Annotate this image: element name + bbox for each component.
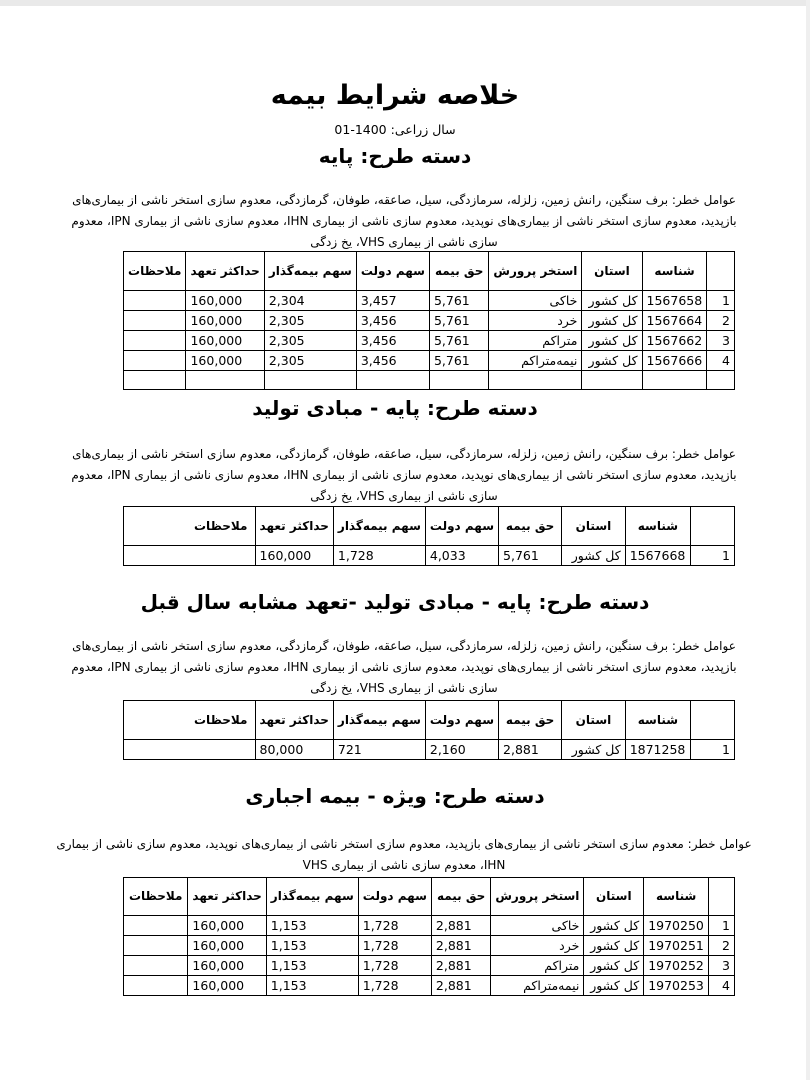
header-province: استان <box>562 507 625 546</box>
row-number: 1 <box>691 740 735 760</box>
header-max-coverage: حداکثر تعهد <box>186 252 264 291</box>
header-blank <box>707 252 735 291</box>
row-max-coverage: 160,000 <box>188 936 266 956</box>
section-title-basic-production: دسته طرح: پایه - مبادی تولید <box>252 396 538 420</box>
row-number: 2 <box>709 936 735 956</box>
table-mandatory <box>123 877 735 996</box>
row-pool: خاکی <box>491 916 584 936</box>
row-id: 1970251 <box>644 936 709 956</box>
header-id: شناسه <box>644 878 709 916</box>
table-row <box>124 351 735 371</box>
row-province: کل کشور <box>562 546 625 566</box>
header-pool: استخر پرورش <box>491 878 584 916</box>
header-gov-share: سهم دولت <box>358 878 431 916</box>
header-gov-share: سهم دولت <box>425 701 498 740</box>
row-number: 2 <box>707 311 735 331</box>
row-premium: 2,881 <box>431 956 490 976</box>
row-id: 1567664 <box>642 311 707 331</box>
table-header-row <box>124 507 735 546</box>
row-province: کل کشور <box>562 740 625 760</box>
row-premium: 5,761 <box>499 546 562 566</box>
row-gov-share: 2,160 <box>425 740 498 760</box>
header-premium: حق بیمه <box>499 507 562 546</box>
row-id: 1871258 <box>625 740 690 760</box>
section-title-mandatory: دسته طرح: ویژه - بیمه اجباری <box>245 784 545 808</box>
crop-year-line: سال زراعی: 1400-01 <box>334 122 456 137</box>
row-max-coverage: 160,000 <box>255 546 333 566</box>
header-insured-share: سهم بیمه‌گذار <box>266 878 358 916</box>
table-row <box>124 546 735 566</box>
row-max-coverage: 160,000 <box>188 956 266 976</box>
table-header-row <box>124 252 735 291</box>
row-pool: خرد <box>489 311 582 331</box>
table-header-row <box>124 878 735 916</box>
header-province: استان <box>582 252 642 291</box>
row-gov-share: 3,456 <box>356 331 429 351</box>
header-pool: استخر پرورش <box>489 252 582 291</box>
row-pool: متراکم <box>491 956 584 976</box>
table-row <box>124 976 735 996</box>
row-notes <box>124 291 186 311</box>
row-id: 1567658 <box>642 291 707 311</box>
row-number: 1 <box>709 916 735 936</box>
header-premium: حق بیمه <box>499 701 562 740</box>
header-max-coverage: حداکثر تعهد <box>255 701 333 740</box>
header-premium: حق بیمه <box>429 252 488 291</box>
table-row <box>124 331 735 351</box>
table-basic <box>123 251 735 390</box>
hazards-text-basic: عوامل خطر: برف سنگین، رانش زمین، زلزله، سرمازدگی، سیل، صاعقه، طوفان، گرمازدگی، معدوم سازی استخر ناشی از بیماری‌های بازپدید، معدوم سازی استخر ناشی از بیماری‌های نوپدید، معدوم سازی ناشی از بیماری IHN، معدوم سازی ناشی از بیماری IPN، معدوم سازی ناشی از بیماری VHS، یخ زدگی <box>71 193 737 249</box>
table-row <box>124 311 735 331</box>
row-insured-share: 1,153 <box>266 916 358 936</box>
header-max-coverage: حداکثر تعهد <box>255 507 333 546</box>
row-insured-share: 721 <box>333 740 425 760</box>
header-insured-share: سهم بیمه‌گذار <box>333 507 425 546</box>
row-max-coverage: 80,000 <box>255 740 333 760</box>
row-premium: 5,761 <box>429 351 488 371</box>
section-title-basic: دسته طرح: پایه <box>318 144 472 168</box>
row-notes <box>124 351 186 371</box>
header-notes: ملاحظات <box>124 507 256 546</box>
row-insured-share: 2,304 <box>264 291 356 311</box>
row-number: 3 <box>707 331 735 351</box>
row-max-coverage: 160,000 <box>188 916 266 936</box>
header-blank <box>691 507 735 546</box>
row-premium: 5,761 <box>429 331 488 351</box>
row-notes <box>124 916 188 936</box>
header-premium: حق بیمه <box>431 878 490 916</box>
row-province: کل کشور <box>582 351 642 371</box>
header-notes: ملاحظات <box>124 701 256 740</box>
row-id: 1970250 <box>644 916 709 936</box>
row-gov-share: 1,728 <box>358 976 431 996</box>
row-premium: 2,881 <box>499 740 562 760</box>
row-notes <box>124 311 186 331</box>
row-number: 1 <box>707 291 735 311</box>
row-notes <box>124 331 186 351</box>
row-gov-share: 3,456 <box>356 351 429 371</box>
row-province: کل کشور <box>584 976 644 996</box>
row-premium: 2,881 <box>431 916 490 936</box>
row-province: کل کشور <box>584 936 644 956</box>
table-row <box>124 916 735 936</box>
row-id: 1567662 <box>642 331 707 351</box>
table-empty-row <box>124 371 735 390</box>
row-pool: خاکی <box>489 291 582 311</box>
header-id: شناسه <box>625 701 690 740</box>
row-notes <box>124 936 188 956</box>
row-max-coverage: 160,000 <box>186 351 264 371</box>
row-premium: 5,761 <box>429 311 488 331</box>
row-number: 3 <box>709 956 735 976</box>
header-id: شناسه <box>642 252 707 291</box>
header-max-coverage: حداکثر تعهد <box>188 878 266 916</box>
row-insured-share: 1,153 <box>266 976 358 996</box>
row-gov-share: 1,728 <box>358 956 431 976</box>
table-row <box>124 936 735 956</box>
row-pool: متراکم <box>489 331 582 351</box>
row-gov-share: 1,728 <box>358 936 431 956</box>
header-blank <box>691 701 735 740</box>
table-header-row <box>124 701 735 740</box>
row-notes <box>124 740 256 760</box>
table-basic-production <box>123 506 735 566</box>
header-province: استان <box>584 878 644 916</box>
row-gov-share: 3,457 <box>356 291 429 311</box>
row-gov-share: 3,456 <box>356 311 429 331</box>
header-insured-share: سهم بیمه‌گذار <box>264 252 356 291</box>
row-premium: 2,881 <box>431 976 490 996</box>
page-right-edge <box>806 0 810 1080</box>
row-number: 4 <box>709 976 735 996</box>
header-notes: ملاحظات <box>124 252 186 291</box>
row-gov-share: 1,728 <box>358 916 431 936</box>
row-insured-share: 2,305 <box>264 351 356 371</box>
table-row <box>124 740 735 760</box>
row-insured-share: 2,305 <box>264 331 356 351</box>
row-max-coverage: 160,000 <box>186 291 264 311</box>
row-id: 1970252 <box>644 956 709 976</box>
header-id: شناسه <box>625 507 690 546</box>
row-pool: نیمه‌متراکم <box>491 976 584 996</box>
row-max-coverage: 160,000 <box>186 311 264 331</box>
row-id: 1567666 <box>642 351 707 371</box>
header-insured-share: سهم بیمه‌گذار <box>333 701 425 740</box>
document-title: خلاصه شرایط بیمه <box>270 80 520 111</box>
header-gov-share: سهم دولت <box>425 507 498 546</box>
row-province: کل کشور <box>584 956 644 976</box>
hazards-text-mandatory: عوامل خطر: معدوم سازی استخر ناشی از بیماری‌های بازپدید، معدوم سازی استخر ناشی از بیماری‌های نوپدید، معدوم سازی ناشی از بیماری IHN، معدوم سازی ناشی از بیماری VHS <box>56 837 752 872</box>
row-max-coverage: 160,000 <box>186 331 264 351</box>
row-gov-share: 4,033 <box>425 546 498 566</box>
row-number: 1 <box>691 546 735 566</box>
row-notes <box>124 976 188 996</box>
header-notes: ملاحظات <box>124 878 188 916</box>
row-premium: 2,881 <box>431 936 490 956</box>
row-id: 1970253 <box>644 976 709 996</box>
header-province: استان <box>562 701 625 740</box>
row-pool: نیمه‌متراکم <box>489 351 582 371</box>
header-gov-share: سهم دولت <box>356 252 429 291</box>
table-row <box>124 956 735 976</box>
row-premium: 5,761 <box>429 291 488 311</box>
row-insured-share: 1,153 <box>266 956 358 976</box>
row-province: کل کشور <box>582 291 642 311</box>
row-id: 1567668 <box>625 546 690 566</box>
table-same-coverage <box>123 700 735 760</box>
page-top-edge <box>0 0 810 6</box>
row-number: 4 <box>707 351 735 371</box>
row-pool: خرد <box>491 936 584 956</box>
section-title-same-coverage: دسته طرح: پایه - مبادی تولید -تعهد مشابه سال قبل <box>140 590 650 614</box>
row-max-coverage: 160,000 <box>188 976 266 996</box>
row-notes <box>124 546 256 566</box>
header-blank <box>709 878 735 916</box>
row-insured-share: 2,305 <box>264 311 356 331</box>
hazards-text-same-coverage: عوامل خطر: برف سنگین، رانش زمین، زلزله، سرمازدگی، سیل، صاعقه، طوفان، گرمازدگی، معدوم سازی استخر ناشی از بیماری‌های بازپدید، معدوم سازی استخر ناشی از بیماری‌های نوپدید، معدوم سازی ناشی از بیماری IHN، معدوم سازی ناشی از بیماری IPN، معدوم سازی ناشی از بیماری VHS، یخ زدگی <box>71 639 737 695</box>
table-row <box>124 291 735 311</box>
row-insured-share: 1,153 <box>266 936 358 956</box>
row-notes <box>124 956 188 976</box>
row-province: کل کشور <box>584 916 644 936</box>
row-insured-share: 1,728 <box>333 546 425 566</box>
row-province: کل کشور <box>582 311 642 331</box>
row-province: کل کشور <box>582 331 642 351</box>
hazards-text-basic-production: عوامل خطر: برف سنگین، رانش زمین، زلزله، سرمازدگی، سیل، صاعقه، طوفان، گرمازدگی، معدوم سازی استخر ناشی از بیماری‌های بازپدید، معدوم سازی استخر ناشی از بیماری‌های نوپدید، معدوم سازی ناشی از بیماری IHN، معدوم سازی ناشی از بیماری IPN، معدوم سازی ناشی از بیماری VHS، یخ زدگی <box>71 447 737 503</box>
